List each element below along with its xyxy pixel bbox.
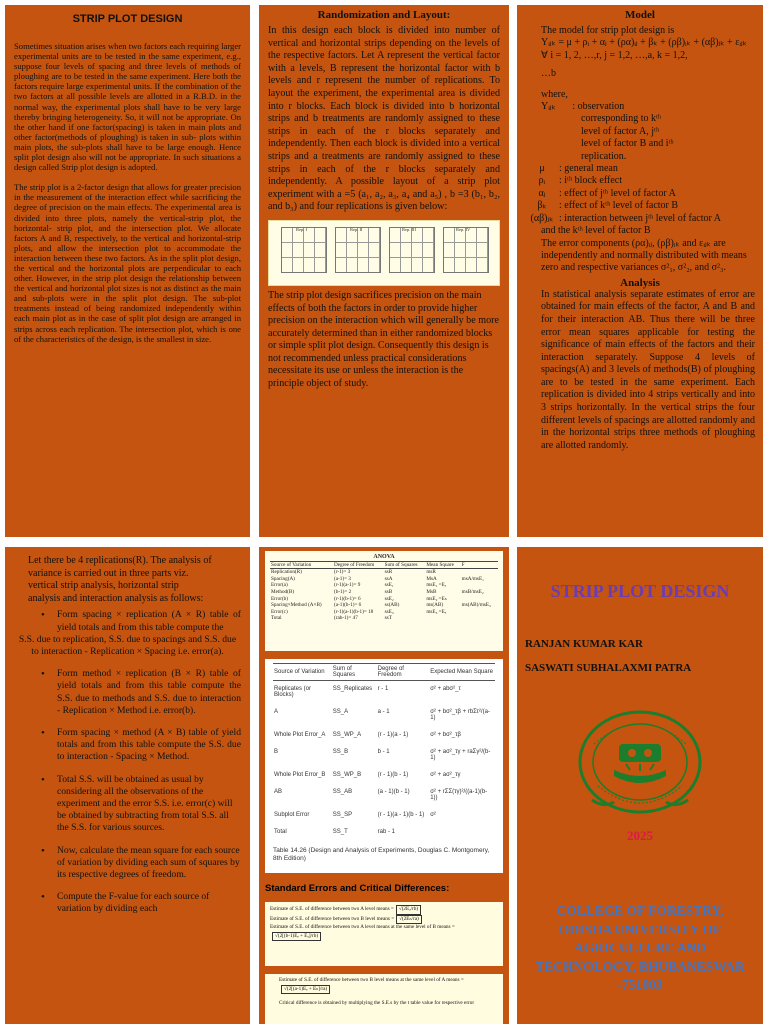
se-formula: √(2Eₕ/ra) bbox=[396, 915, 422, 925]
ems-header: Sum of Squares bbox=[332, 664, 377, 681]
college-line: -751003 bbox=[617, 977, 663, 992]
definition-paragraph: The strip plot is a 2-factor design that allows for greater precision in the measurement of the interaction effect while sacrificing the degree of precision on the main effects. The experimental area is divided into three plots, namely the vertical-strip plot, the horizontal- strip plot, and the intersection plot. We allocate factors A and B, respectively, to the vertical and horizontal-strip plots, and allow the intersection plot to accommodate the interaction between these two factors. As in the split plot design, the vertical and the horizontal plots are perpendicular to each other. However, in the strip plot design the relationship between the vertical and horizontal plot sizes is not as distinct as the main and sub-plots were in the split plot design. The sub-plot treatments instead of being randomized independently within each main plot as in the case of split plot design are arranged in strips across each replication. The intersection plot, which is one of the characteristics of the design, is the smallest in size. bbox=[14, 182, 241, 344]
layout-figure bbox=[268, 220, 500, 286]
anova-header: F bbox=[461, 561, 498, 569]
table-cell: msR bbox=[426, 569, 436, 576]
se-formula: √(2Eₐ/rb) bbox=[396, 905, 421, 915]
anova-title: ANOVA bbox=[373, 554, 395, 560]
table-cell: σ² + rΣΣ(τγ)²/((a-1)(b-1)) bbox=[430, 789, 488, 801]
layout-paragraph: In this design each block is divided into number of vertical and horizontal strips depending on the levels of the respective factors. Let A represent the vertical factor with a levels, B represent the horizontal factor with b levels and r represent the number of replications. To layout the experiment, the experimental area is divided into r blocks. Each block is divided into b horizontal strips and b treatments are randomly assigned to these strips in each of the r blocks separately and independently. Then each block is divided into a vertical strips and a treatments are randomly assigned to these strips in each of the r blocks separately and independently. A possible layout of a strip plot experiment with a =5 (a₁, a₂, a₃, a₄ and a₅) , b =3 (b₁, b₂, and b₃) and four replications is given below: bbox=[268, 25, 500, 213]
analysis-title: Analysis bbox=[620, 276, 660, 289]
table-cell: ssB bbox=[384, 588, 393, 595]
steps-list bbox=[14, 609, 241, 633]
def-desc: : effect of kᵗʰ level of factor B bbox=[559, 200, 679, 212]
table-cell: (b-1)= 2 bbox=[334, 588, 352, 595]
model-equation: Yᵢⱼₖ = μ + ρᵢ + αⱼ + (ρα)ᵢⱼ + βₖ + (ρβ)ᵢₖ + (αβ)ⱼₖ + εᵢⱼₖ ∀ i = 1, 2, …,r, j = 1,2, …,a, k = 1,2, bbox=[541, 37, 748, 61]
ems-header: Expected Mean Square bbox=[429, 664, 495, 681]
anova-row bbox=[270, 569, 498, 576]
table-cell: msB/msE₂ bbox=[461, 588, 484, 595]
table-cell: MsA bbox=[426, 575, 437, 582]
def-symbol: (αβ)ⱼₖ bbox=[530, 212, 554, 224]
obs-line: replication. bbox=[581, 150, 627, 162]
table-cell bbox=[425, 615, 460, 622]
anova-row bbox=[270, 582, 498, 589]
table-cell: (r-1)(a-1)= 9 bbox=[334, 582, 361, 589]
def-symbol: ρᵢ bbox=[538, 175, 546, 187]
obs-symbol: Yᵢⱼₖ bbox=[541, 101, 556, 113]
table-cell: (r - 1)(b - 1) bbox=[377, 772, 409, 778]
anova-header: Mean Square bbox=[425, 561, 460, 569]
list-item: • Form method × replication (B × R) table of yield totals and from this table compute the S.S. due to methods and S.S. due to interaction - Replication × Method i.e. error(b). bbox=[57, 668, 241, 717]
tables-panel bbox=[259, 547, 509, 1024]
anova-table-card bbox=[265, 551, 503, 651]
anova-row bbox=[270, 589, 498, 596]
anova-row bbox=[270, 615, 498, 622]
ems-row bbox=[273, 681, 495, 705]
ems-row bbox=[273, 744, 495, 767]
ems-row bbox=[273, 767, 495, 784]
layout-panel bbox=[259, 5, 509, 537]
table-cell: SS_B bbox=[332, 749, 349, 755]
table-cell: (a-1)(b-1)= 6 bbox=[334, 602, 362, 609]
table-cell: ssE₁ bbox=[384, 582, 394, 589]
table-cell: Whole Plot Error_A bbox=[274, 732, 326, 738]
table-cell bbox=[461, 569, 498, 576]
rep-block bbox=[281, 227, 327, 273]
model-ellipsis: …b bbox=[541, 68, 556, 80]
anova-header: Degree of Freedom bbox=[333, 561, 384, 569]
model-title: Model bbox=[625, 9, 655, 21]
def-desc: : general mean bbox=[559, 163, 618, 175]
obs-line: level of factor A, jᵗʰ bbox=[581, 125, 660, 137]
se-line bbox=[270, 905, 498, 915]
publication-year: 2025 bbox=[627, 828, 653, 843]
table-cell: ms(AB) bbox=[426, 602, 444, 609]
se-formula: √(2[(b-1)Eₑ + Eₐ]/rb) bbox=[272, 932, 321, 942]
table-cell: r - 1 bbox=[377, 686, 389, 692]
table-cell: a - 1 bbox=[377, 709, 390, 715]
table-cell: Error(b) bbox=[271, 595, 288, 602]
college-line: COLLEGE OF FORESTRY, bbox=[556, 903, 724, 918]
table-cell: SS_T bbox=[332, 829, 348, 835]
symbol-definitions bbox=[525, 163, 755, 225]
table-cell: σ² + bσ²_τβ bbox=[430, 732, 461, 738]
anova-steps-panel bbox=[5, 547, 250, 1024]
table-cell: ssR bbox=[384, 569, 393, 576]
table-cell: σ² + bσ²_τβ + rbΣτ²/(a-1) bbox=[430, 709, 490, 721]
list-item: • Compute the F-value for each source of variation by dividing each bbox=[57, 891, 241, 915]
ems-header: Degree of Freedom bbox=[377, 664, 430, 681]
table-cell: Replication(R) bbox=[271, 569, 302, 576]
table-cell: Spacing(A) bbox=[271, 575, 295, 582]
table-cell: SS_SP bbox=[332, 812, 353, 818]
table-cell: msE₃ =Eₑ bbox=[426, 608, 447, 615]
step-text: Form spacing × replication (A × R) table of yield totals and from this table compute the bbox=[57, 609, 241, 633]
table-cell: ssT bbox=[384, 615, 392, 622]
ems-row bbox=[273, 807, 495, 824]
error-components: The error components (ρα)ᵢⱼ, (ρβ)ᵢₖ and εᵢⱼₖ are independently and normally distributed with means zero and respective variances σ²₁, σ²₂, and σ²₃. bbox=[541, 237, 747, 274]
table-cell: SS_Replicates bbox=[332, 686, 373, 692]
analysis-paragraph: In statistical analysis separate estimates of error are obtained for main effects of the factor, A and B and for their interaction AB. Thus there will be three error mean squares applicable for testing the significance of main effects of the factors and their interaction separately. Suppose 4 levels of spacings(A) and 3 levels of methods(B) of ploughing are to be tested in the same experiment. Each replication is divided into 4 strips vertically and into 3 strips horizontally. In the vertical strips the four different levels of spacings are allotted randomly and in the horizontal strips three methods of ploughing are allotted randomly. bbox=[541, 288, 755, 451]
table-cell: (r - 1)(a - 1)(b - 1) bbox=[377, 812, 425, 818]
table-cell: A bbox=[274, 709, 279, 715]
se-card bbox=[265, 902, 503, 966]
rep-block bbox=[443, 227, 489, 273]
table-cell: Whole Plot Error_B bbox=[274, 772, 326, 778]
author-name: SASWATI SUBHALAXMI PATRA bbox=[525, 662, 692, 674]
table-cell bbox=[461, 582, 498, 589]
table-cell: b - 1 bbox=[377, 749, 390, 755]
ems-row bbox=[273, 824, 495, 841]
step-continuation: S.S. due to replication, S.S. due to spacings and S.S. due to interaction - Replication × Spacing i.e. error(a). bbox=[18, 633, 237, 657]
def-symbol: βₖ bbox=[537, 200, 547, 212]
def-desc: : interaction between jᵗʰ level of factor A bbox=[559, 212, 722, 224]
table-cell: Method(B) bbox=[271, 588, 295, 595]
table-cell: (r - 1)(a - 1) bbox=[377, 732, 409, 738]
table-cell: msA/msE₁ bbox=[461, 575, 484, 582]
authors bbox=[525, 632, 755, 680]
ems-row bbox=[273, 727, 495, 744]
ems-row bbox=[273, 784, 495, 807]
se-title: Standard Errors and Critical Differences: bbox=[265, 883, 450, 894]
table-cell: Error(a) bbox=[271, 582, 288, 589]
list-item: • Total S.S. will be obtained as usual by considering all the observations of the experiment and the error S.S. i.e. error(c) will be obtained by subtracting from total S.S. all the S.S. for various sources. bbox=[57, 774, 241, 835]
def-desc: : effect of jᵗʰ level of factor A bbox=[559, 187, 676, 199]
model-intro: The model for strip plot design is bbox=[541, 25, 675, 36]
table-cell: σ² bbox=[430, 812, 436, 818]
table-cell: Error(c) bbox=[271, 608, 288, 615]
anova-row bbox=[270, 609, 498, 616]
anova-table bbox=[270, 561, 498, 622]
table-cell bbox=[461, 615, 498, 622]
author-name: RANJAN KUMAR KAR bbox=[525, 638, 643, 650]
rep-label: Rep. IV bbox=[456, 226, 471, 232]
se-card bbox=[265, 974, 503, 1024]
college-line: ODISHA UNIVERSITY OF bbox=[558, 921, 722, 937]
cover-title: STRIP PLOT DESIGN bbox=[550, 581, 730, 601]
ems-table bbox=[273, 663, 495, 841]
table-cell: ssA bbox=[384, 575, 393, 582]
intro-paragraph: Sometimes situation arises when two factors each requiring larger experimental units are to be tested in the same experiment, e.g., suppose four levels of spacing and three levels of methods of ploughing are to be tested in the same experiment. Here both the factors require large experimental units. If the combination of the two factors at all possible levels are allotted in a R.B.D. in the normal way, the experimental plots shall have to be very large thereby bringing heterogeneity. So, it will not be appropriate. On the other hand if one factor(spacing) is taken in main plots and other factor(methods of ploughing) is taken in sub- plots within main plots, the sub-plots shall have to be large enough. Hence split plot design also will not be appropriate. In such situations a design called Strip plot design is adopted. bbox=[14, 41, 241, 173]
table-caption: Table 14.26 (Design and Analysis of Experiments, Douglas C. Montgomery, 8th Edition) bbox=[273, 847, 490, 862]
precision-paragraph: The strip plot design sacrifices precision on the main effects of both the factors in order to provide higher precision on the interaction which will generally be more accurately determined than in either randomized blocks or simple split plot design. Consequently this design is not recommended unless practical considerations necessitate its use or unless the interaction is the principle object of study. bbox=[268, 289, 499, 390]
table-cell: SS_AB bbox=[332, 789, 353, 795]
college-line: TECHNOLOGY, BHUBANESWAR bbox=[535, 958, 745, 974]
table-cell: rab - 1 bbox=[377, 829, 395, 835]
ems-table-card bbox=[265, 659, 503, 873]
table-cell: SS_WP_A bbox=[332, 732, 362, 738]
table-cell: ssE₃ bbox=[384, 608, 394, 615]
table-cell: AB bbox=[274, 789, 283, 795]
table-cell: (r-1)(b-1)= 6 bbox=[334, 595, 361, 602]
table-cell: ss(AB) bbox=[384, 602, 400, 609]
rep-block bbox=[335, 227, 381, 273]
table-cell: (rab-1)= 47 bbox=[334, 615, 358, 622]
ems-row bbox=[273, 704, 495, 727]
rep-label: Rep. II bbox=[350, 226, 363, 232]
anova-header: Source of Variation bbox=[270, 561, 333, 569]
table-cell: MsB bbox=[426, 588, 437, 595]
def-symbol: μ bbox=[539, 163, 545, 175]
cover-panel bbox=[517, 547, 763, 1024]
table-cell: σ² + abσ²_τ bbox=[430, 686, 461, 692]
college-address bbox=[525, 902, 755, 995]
university-seal-icon bbox=[574, 704, 706, 816]
list-item: • Now, calculate the mean square for each source of variation by dividing each sum of squares by its respective degrees of freedom. bbox=[57, 845, 241, 882]
table-cell bbox=[429, 824, 495, 841]
table-cell: σ² + aσ²_τγ + raΣγ²/(b-1) bbox=[430, 749, 491, 761]
table-cell: Replicates (or Blocks) bbox=[274, 686, 312, 698]
se-text: Estimate of S.E. of difference between two B level means at the same level of A means = bbox=[279, 977, 464, 983]
se-line bbox=[270, 924, 498, 941]
table-cell: SS_WP_B bbox=[332, 772, 362, 778]
table-cell: (r-1)(a-1)(b-1)= 18 bbox=[334, 608, 374, 615]
se-text: Estimate of S.E. of difference between two A level means = bbox=[270, 906, 394, 912]
table-cell: ssE₂ bbox=[384, 595, 394, 602]
se-line: Critical difference is obtained by multiplying the S.E.s by the t table value for respective error bbox=[279, 1000, 475, 1007]
table-cell: B bbox=[274, 749, 279, 755]
table-cell: Spacing×Method (A×B) bbox=[271, 602, 322, 609]
table-cell: Total bbox=[274, 829, 287, 835]
table-cell: SS_A bbox=[332, 709, 349, 715]
table-cell: ms(AB)/msE₃ bbox=[461, 602, 491, 609]
defs-tail: and the kᵗʰ level of factor B bbox=[541, 225, 651, 237]
obs-desc: : observation bbox=[572, 101, 625, 113]
table-cell: (a - 1)(b - 1) bbox=[377, 789, 410, 795]
se-text: Estimate of S.E. of difference between two B level means = bbox=[270, 915, 395, 922]
table-cell bbox=[461, 609, 498, 616]
college-line: AGRICULTURE AND bbox=[574, 940, 706, 955]
table-cell: msE₁ =Eₐ bbox=[426, 582, 447, 589]
model-panel bbox=[517, 5, 763, 537]
anova-row bbox=[270, 576, 498, 583]
steps-intro: Let there be 4 replications(R). The analysis of variance is carried out in three parts viz. vertical strip analysis, horizontal strip analysis and interaction analysis as follows: bbox=[28, 555, 212, 604]
layout-title: Randomization and Layout: bbox=[317, 9, 451, 21]
table-cell: msE₂ =Eₕ bbox=[426, 595, 447, 602]
obs-line: corresponding to kᵗʰ bbox=[581, 113, 662, 125]
table-cell: (a-1)= 3 bbox=[334, 575, 351, 582]
se-text: Estimate of S.E. of difference between two A level means at the same level of B means = bbox=[270, 924, 455, 931]
table-cell: (r-1)= 3 bbox=[334, 569, 351, 576]
steps-list bbox=[14, 668, 241, 915]
list-item: • Form spacing × method (A × B) table of yield totals and from this table compute the S.S. due to interaction - Spacing × Method. bbox=[57, 727, 241, 764]
rep-block bbox=[389, 227, 435, 273]
where-label: where, bbox=[541, 88, 568, 100]
def-desc: : iᵗʰ block effect bbox=[559, 175, 622, 187]
se-line bbox=[279, 977, 498, 994]
table-cell: σ² + aσ²_τγ bbox=[430, 772, 461, 778]
def-symbol: αⱼ bbox=[538, 187, 546, 199]
se-formula: √(2[(a-1)Eₑ + Eₕ]/ra) bbox=[281, 985, 330, 995]
ems-header: Source of Variation bbox=[273, 664, 332, 681]
rep-label: Rep. I bbox=[296, 226, 307, 232]
obs-line: level of factor B and iᵗʰ bbox=[581, 138, 674, 150]
rep-label: Rep. III bbox=[402, 226, 416, 232]
table-cell: Subplot Error bbox=[274, 812, 310, 818]
anova-header: Sum of Squares bbox=[384, 561, 426, 569]
table-cell: Total bbox=[271, 615, 282, 622]
anova-row bbox=[270, 602, 498, 609]
intro-panel bbox=[5, 5, 250, 537]
se-line bbox=[270, 915, 498, 925]
panel-title: STRIP PLOT DESIGN bbox=[72, 13, 183, 25]
list-item bbox=[57, 609, 241, 633]
